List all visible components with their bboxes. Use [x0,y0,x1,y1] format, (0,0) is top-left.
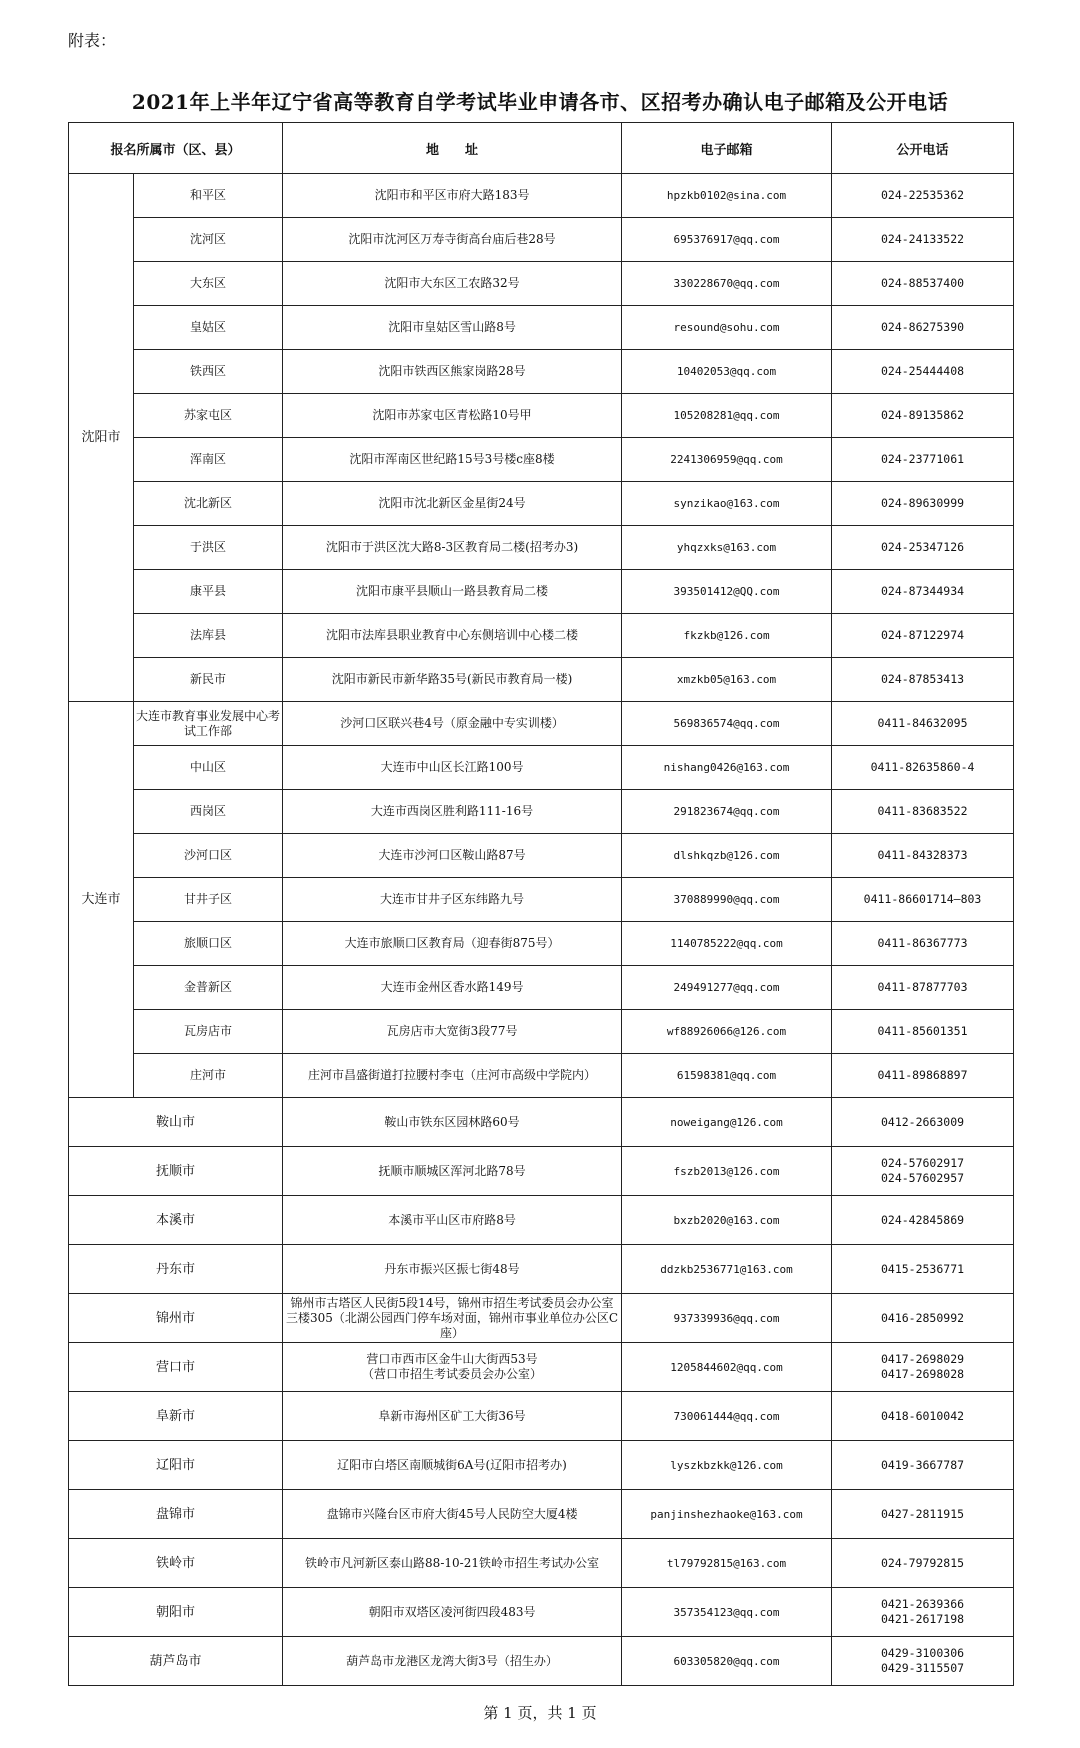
table-row [69,1441,1014,1490]
email-cell: ddzkb2536771@163.com [622,1245,832,1294]
phone-cell: 024-57602917 024-57602957 [832,1147,1014,1196]
district-cell: 沈北新区 [134,482,283,526]
phone-cell: 0418-6010042 [832,1392,1014,1441]
district-cell: 西岗区 [134,790,283,834]
district-cell: 中山区 [134,746,283,790]
phone-cell: 024-79792815 [832,1539,1014,1588]
header-address: 地 址 [283,123,622,174]
phone-cell: 024-23771061 [832,438,1014,482]
district-cell: 浑南区 [134,438,283,482]
phone-cell: 024-88537400 [832,262,1014,306]
email-cell: panjinshezhaoke@163.com [622,1490,832,1539]
page-footer: 第 1 页，共 1 页 [483,1704,597,1722]
phone-cell: 0411-87877703 [832,966,1014,1010]
address-cell: 朝阳市双塔区凌河街四段483号 [283,1588,622,1637]
table-row [69,614,1014,658]
table-row [69,262,1014,306]
address-cell: 沈阳市法库县职业教育中心东侧培训中心楼二楼 [283,614,622,658]
contact-table [68,122,1014,1686]
address-cell: 葫芦岛市龙港区龙湾大街3号（招生办） [283,1637,622,1686]
phone-cell: 024-86275390 [832,306,1014,350]
phone-cell: 0411-89868897 [832,1054,1014,1098]
table-row [69,218,1014,262]
address-cell: 抚顺市顺城区浑河北路78号 [283,1147,622,1196]
address-cell: 大连市中山区长江路100号 [283,746,622,790]
phone-cell: 0427-2811915 [832,1490,1014,1539]
email-cell: 393501412@QQ.com [622,570,832,614]
table-row [69,526,1014,570]
address-cell: 沈阳市苏家屯区青松路10号甲 [283,394,622,438]
district-cell: 大连市教育事业发展中心考试工作部 [134,702,283,746]
email-cell: dlshkqzb@126.com [622,834,832,878]
district-cell: 苏家屯区 [134,394,283,438]
city-cell: 朝阳市 [69,1588,283,1637]
table-row [69,1539,1014,1588]
table-row [69,878,1014,922]
table-row [69,1588,1014,1637]
email-cell: xmzkb05@163.com [622,658,832,702]
city-cell: 葫芦岛市 [69,1637,283,1686]
email-cell: 10402053@qq.com [622,350,832,394]
table-row [69,790,1014,834]
city-cell: 丹东市 [69,1245,283,1294]
email-cell: 603305820@qq.com [622,1637,832,1686]
phone-cell: 0411-86367773 [832,922,1014,966]
address-cell: 大连市旅顺口区教育局（迎春街875号） [283,922,622,966]
city-cell: 鞍山市 [69,1098,283,1147]
phone-cell: 024-25444408 [832,350,1014,394]
phone-cell: 0429-3100306 0429-3115507 [832,1637,1014,1686]
district-cell: 康平县 [134,570,283,614]
address-cell: 沈阳市和平区市府大路183号 [283,174,622,218]
phone-cell: 0415-2536771 [832,1245,1014,1294]
city-cell: 阜新市 [69,1392,283,1441]
district-cell: 瓦房店市 [134,1010,283,1054]
phone-cell: 0421-2639366 0421-2617198 [832,1588,1014,1637]
district-cell: 庄河市 [134,1054,283,1098]
table-row [69,1490,1014,1539]
address-cell: 铁岭市凡河新区泰山路88-10-21铁岭市招生考试办公室 [283,1539,622,1588]
header-region: 报名所属市（区、县） [69,123,283,174]
phone-cell: 0411-85601351 [832,1010,1014,1054]
table-row [69,1054,1014,1098]
table-row [69,394,1014,438]
address-cell: 沈阳市沈北新区金星街24号 [283,482,622,526]
email-cell: hpzkb0102@sina.com [622,174,832,218]
address-cell: 沈阳市康平县顺山一路县教育局二楼 [283,570,622,614]
table-row [69,1010,1014,1054]
table-row [69,1343,1014,1392]
address-cell: 本溪市平山区市府路8号 [283,1196,622,1245]
table-row [69,966,1014,1010]
email-cell: bxzb2020@163.com [622,1196,832,1245]
table-row [69,1245,1014,1294]
address-cell: 沈阳市于洪区沈大路8-3区教育局二楼(招考办3) [283,526,622,570]
city-cell: 营口市 [69,1343,283,1392]
district-cell: 旅顺口区 [134,922,283,966]
email-cell: resound@sohu.com [622,306,832,350]
address-cell: 沈阳市新民市新华路35号(新民市教育局一楼) [283,658,622,702]
address-cell: 丹东市振兴区振七街48号 [283,1245,622,1294]
table-row [69,306,1014,350]
address-cell: 大连市甘井子区东纬路九号 [283,878,622,922]
address-cell: 大连市金州区香水路149号 [283,966,622,1010]
address-cell: 盘锦市兴隆台区市府大街45号人民防空大厦4楼 [283,1490,622,1539]
address-cell: 营口市西市区金牛山大街西53号 （营口市招生考试委员会办公室） [283,1343,622,1392]
city-cell: 大连市 [69,702,134,1098]
annex-label: 附表： [68,31,117,50]
city-cell: 辽阳市 [69,1441,283,1490]
phone-cell: 0411-82635860-4 [832,746,1014,790]
city-cell: 盘锦市 [69,1490,283,1539]
phone-cell: 024-24133522 [832,218,1014,262]
table-row [69,570,1014,614]
phone-cell: 024-89135862 [832,394,1014,438]
email-cell: wf88926066@126.com [622,1010,832,1054]
district-cell: 沈河区 [134,218,283,262]
email-cell: yhqzxks@163.com [622,526,832,570]
table-header-row [69,123,1014,174]
email-cell: 291823674@qq.com [622,790,832,834]
address-cell: 沈阳市皇姑区雪山路8号 [283,306,622,350]
table-row [69,746,1014,790]
district-cell: 皇姑区 [134,306,283,350]
district-cell: 新民市 [134,658,283,702]
header-email: 电子邮箱 [622,123,832,174]
table-row [69,834,1014,878]
table-row [69,658,1014,702]
address-cell: 阜新市海州区矿工大街36号 [283,1392,622,1441]
address-cell: 鞍山市铁东区园林路60号 [283,1098,622,1147]
table-row [69,350,1014,394]
district-cell: 甘井子区 [134,878,283,922]
address-cell: 大连市西岗区胜利路111-16号 [283,790,622,834]
district-cell: 铁西区 [134,350,283,394]
phone-cell: 0419-3667787 [832,1441,1014,1490]
table-row [69,922,1014,966]
table-row [69,1147,1014,1196]
email-cell: 357354123@qq.com [622,1588,832,1637]
city-cell: 铁岭市 [69,1539,283,1588]
table-row [69,1294,1014,1343]
phone-cell: 0417-2698029 0417-2698028 [832,1343,1014,1392]
email-cell: 569836574@qq.com [622,702,832,746]
city-cell: 沈阳市 [69,174,134,702]
phone-cell: 024-22535362 [832,174,1014,218]
email-cell: 695376917@qq.com [622,218,832,262]
phone-cell: 0416-2850992 [832,1294,1014,1343]
table-row [69,1392,1014,1441]
phone-cell: 0411-84632095 [832,702,1014,746]
address-cell: 庄河市昌盛街道打拉腰村李屯（庄河市高级中学院内） [283,1054,622,1098]
phone-cell: 0411-84328373 [832,834,1014,878]
email-cell: 730061444@qq.com [622,1392,832,1441]
table-body [69,174,1014,1686]
district-cell: 于洪区 [134,526,283,570]
email-cell: tl79792815@163.com [622,1539,832,1588]
email-cell: 1140785222@qq.com [622,922,832,966]
phone-cell: 0412-2663009 [832,1098,1014,1147]
address-cell: 沈阳市大东区工农路32号 [283,262,622,306]
page-title: 2021年上半年辽宁省高等教育自学考试毕业申请各市、区招考办确认电子邮箱及公开电话 [131,90,949,114]
email-cell: 330228670@qq.com [622,262,832,306]
table-row [69,482,1014,526]
phone-cell: 024-25347126 [832,526,1014,570]
table-row [69,1098,1014,1147]
email-cell: synzikao@163.com [622,482,832,526]
table-row [69,438,1014,482]
table-row [69,1637,1014,1686]
email-cell: 249491277@qq.com [622,966,832,1010]
email-cell: noweigang@126.com [622,1098,832,1147]
address-cell: 大连市沙河口区鞍山路87号 [283,834,622,878]
district-cell: 法库县 [134,614,283,658]
phone-cell: 024-87344934 [832,570,1014,614]
phone-cell: 024-42845869 [832,1196,1014,1245]
email-cell: 2241306959@qq.com [622,438,832,482]
email-cell: 1205844602@qq.com [622,1343,832,1392]
email-cell: 105208281@qq.com [622,394,832,438]
table-row [69,702,1014,746]
city-cell: 本溪市 [69,1196,283,1245]
phone-cell: 024-89630999 [832,482,1014,526]
table-row [69,174,1014,218]
email-cell: 370889990@qq.com [622,878,832,922]
email-cell: lyszkbzkk@126.com [622,1441,832,1490]
district-cell: 和平区 [134,174,283,218]
address-cell: 沈阳市浑南区世纪路15号3号楼c座8楼 [283,438,622,482]
address-cell: 瓦房店市大宽街3段77号 [283,1010,622,1054]
district-cell: 沙河口区 [134,834,283,878]
header-phone: 公开电话 [832,123,1014,174]
district-cell: 大东区 [134,262,283,306]
email-cell: fszb2013@126.com [622,1147,832,1196]
table-row [69,1196,1014,1245]
city-cell: 抚顺市 [69,1147,283,1196]
phone-cell: 024-87853413 [832,658,1014,702]
email-cell: fkzkb@126.com [622,614,832,658]
address-cell: 沙河口区联兴巷4号（原金融中专实训楼） [283,702,622,746]
address-cell: 锦州市古塔区人民街5段14号，锦州市招生考试委员会办公室三楼305（北湖公园西门停车场对面，锦州市事业单位办公区C座） [283,1294,622,1343]
address-cell: 沈阳市沈河区万寿寺街高台庙后巷28号 [283,218,622,262]
address-cell: 沈阳市铁西区熊家岗路28号 [283,350,622,394]
email-cell: 61598381@qq.com [622,1054,832,1098]
phone-cell: 024-87122974 [832,614,1014,658]
email-cell: nishang0426@163.com [622,746,832,790]
city-cell: 锦州市 [69,1294,283,1343]
phone-cell: 0411-86601714—803 [832,878,1014,922]
phone-cell: 0411-83683522 [832,790,1014,834]
address-cell: 辽阳市白塔区南顺城街6A号(辽阳市招考办) [283,1441,622,1490]
email-cell: 937339936@qq.com [622,1294,832,1343]
district-cell: 金普新区 [134,966,283,1010]
